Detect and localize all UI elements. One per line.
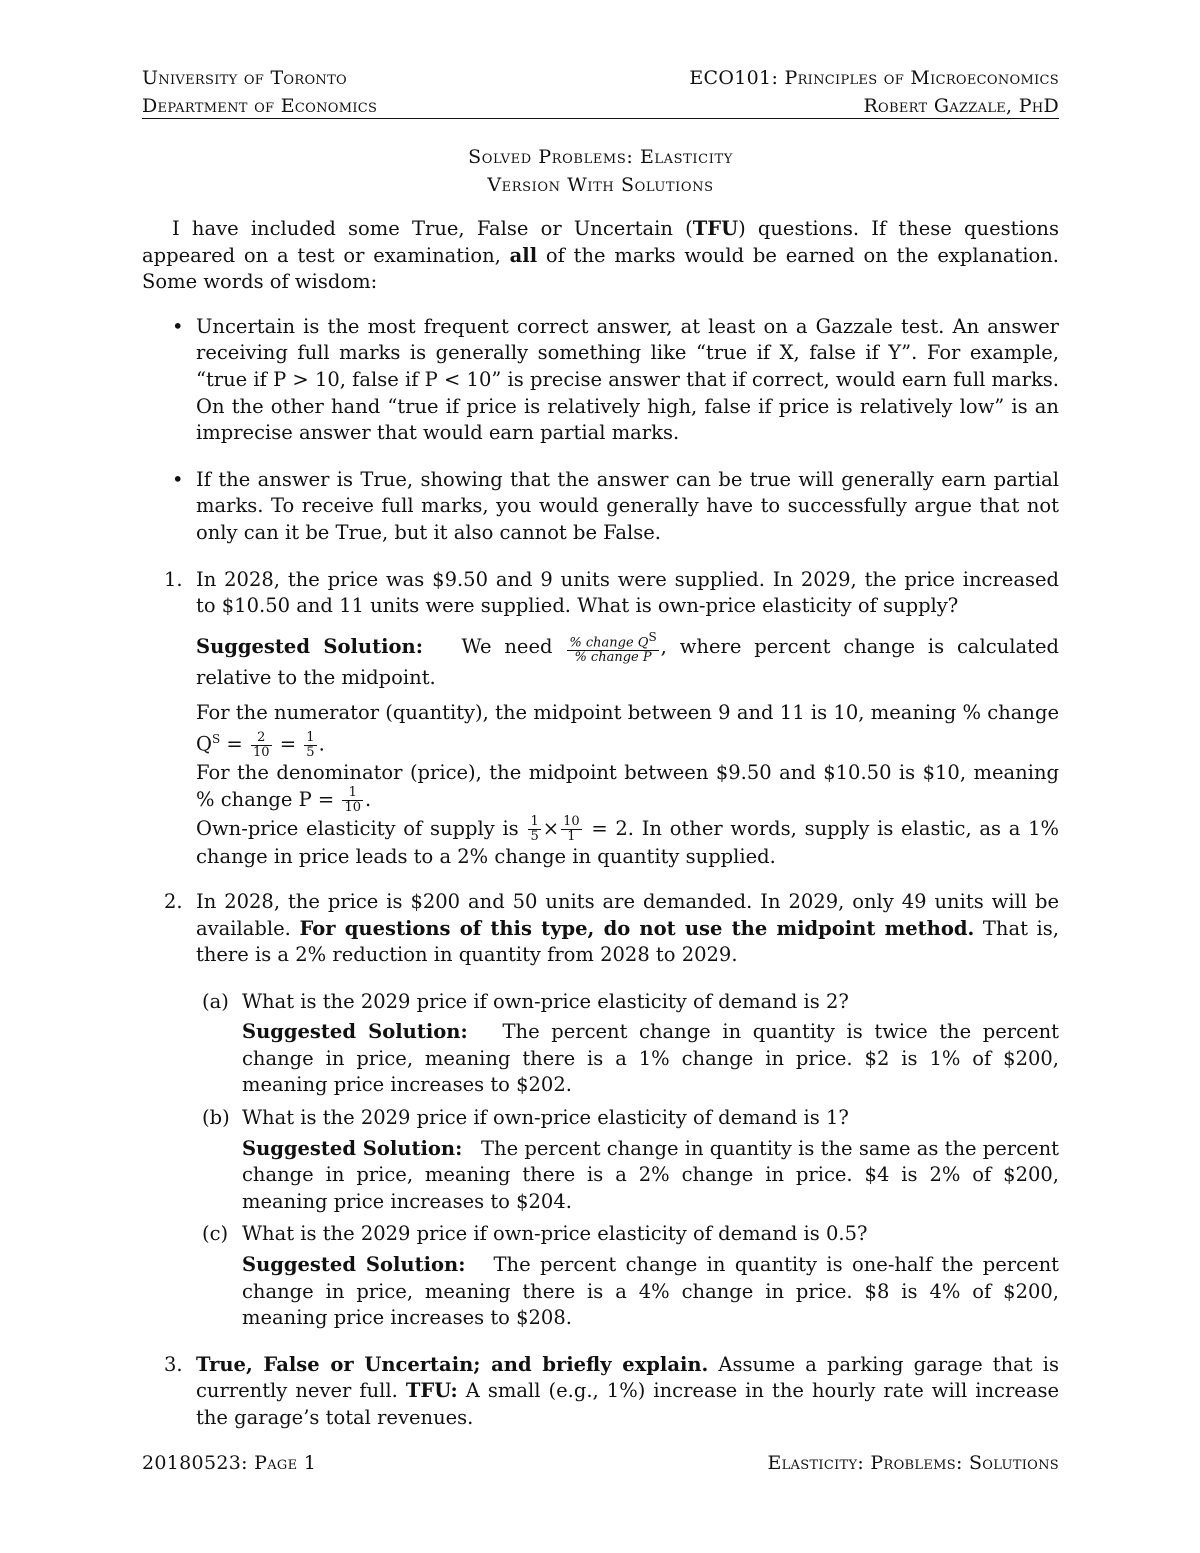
intro-tfu: TFU xyxy=(692,217,739,240)
elasticity-text: Own-price elasticity of supply is xyxy=(196,817,519,841)
fraction-pct-change xyxy=(567,630,658,665)
frac-num: 10 xyxy=(563,814,580,830)
denominator-line: For the denominator (price), the midpoint between $9.50 and $10.50 is $10, meaning % change P = $\frac{1}{10}$ . xyxy=(196,760,1059,816)
course-name: ECO101: Principles of Microeconomics xyxy=(689,67,1059,89)
question-2a-solution xyxy=(242,1019,1059,1099)
fraction-numerator: % change Q xyxy=(569,635,649,651)
frac-num: 2 xyxy=(251,731,272,746)
question-2c xyxy=(142,1221,1059,1331)
frac-num: 1 xyxy=(530,814,539,830)
question-2b-solution xyxy=(242,1136,1059,1216)
fraction-1-10 xyxy=(342,786,363,815)
question-2a xyxy=(142,989,1059,1099)
fraction-2-10 xyxy=(251,731,272,760)
solution-label: Suggested Solution: xyxy=(242,1020,468,1044)
frac-den: 5 xyxy=(306,744,315,760)
question-3-instruction: True, False or Uncertain; and briefly explain. xyxy=(196,1352,709,1376)
solution-text: We need xyxy=(461,634,553,658)
question-2-rest: That is, there is a 2% reduction in quantity from 2028 to 2029. xyxy=(196,916,1059,967)
numerator-eq: = xyxy=(220,732,243,756)
question-1-solution xyxy=(196,630,1059,692)
question-3-text-a: Assume a parking garage that is currently never full. xyxy=(196,1352,1059,1403)
solution-label: Suggested Solution: xyxy=(196,634,423,658)
question-3-text xyxy=(196,1352,1059,1432)
times-sign: × xyxy=(542,817,560,841)
page-header xyxy=(142,64,1059,120)
intro-text-3: of the marks would be earned on the explanation. Some words of wisdom: xyxy=(142,243,1059,294)
intro-paragraph xyxy=(142,216,1059,296)
intro-all: all xyxy=(509,243,538,267)
question-2c-solution xyxy=(242,1252,1059,1332)
bullet-icon: • xyxy=(172,467,184,491)
frac-den: 10 xyxy=(252,744,270,760)
solution-text-2: , where percent change is calculated relative to the midpoint. xyxy=(196,634,1059,690)
frac-den: 5 xyxy=(530,829,539,845)
frac-num: 1 xyxy=(306,729,315,745)
bullet-text-1: Uncertain is the most frequent correct answer, at least on a Gazzale test. An answer receiving full marks is generally something like “true if X, false if Y”. For example, “true if P > 10, false if P < 10” is precise answer that if correct, would earn full marks. On the other hand “true if price is relatively high, false if price is relatively low” is an imprecise answer that would earn partial marks. xyxy=(196,314,1059,445)
question-2a-label: (a) xyxy=(202,989,229,1013)
numerator-line: For the numerator (quantity), the midpoint between 9 and 11 is 10, meaning % change $Q^S$ = $\frac{2}{10}$ = $\frac{1}{5}$ . xyxy=(196,700,1059,760)
question-2c-text: What is the 2029 price if own-price elasticity of demand is 0.5? xyxy=(242,1222,868,1246)
university-name: University of Toronto xyxy=(142,67,348,89)
question-3-text-b: A small (e.g., 1%) increase in the hourly rate will increase the garage’s total revenues. xyxy=(196,1379,1059,1430)
fraction-10-1 xyxy=(561,815,582,844)
document-body xyxy=(142,216,1059,1432)
frac-num: 1 xyxy=(342,786,363,801)
footer-page-number: 20180523: Page 1 xyxy=(142,1452,317,1474)
bullet-text-2: If the answer is True, showing that the answer can be true will generally earn partial marks. To receive full marks, you would generally have to successfully argue that not only can it be True, but it also cannot be False. xyxy=(196,467,1059,544)
title-line-1: Solved Problems: Elasticity xyxy=(468,146,733,168)
fraction-1-5 xyxy=(304,731,316,760)
solution-label: Suggested Solution: xyxy=(242,1136,463,1160)
instructor-name: Robert Gazzale, PhD xyxy=(863,95,1059,117)
question-2 xyxy=(142,889,1059,969)
question-2b xyxy=(142,1105,1059,1215)
solution-text: The percent change in quantity is one-half the percent change in price, meaning there is a 4% change in price. $8 is 4% of $200, meaning price increases to $208. xyxy=(242,1253,1059,1330)
solution-text: The percent change in quantity is twice the percent change in price, meaning there is a 1% change in price. $2 is 1% of $200, meaning price increases to $202. xyxy=(242,1020,1059,1097)
question-2-text xyxy=(196,889,1059,969)
fraction-sup: S xyxy=(648,629,657,644)
question-2a-text: What is the 2029 price if own-price elasticity of demand is 2? xyxy=(242,989,849,1013)
question-3-tfu: TFU: xyxy=(405,1379,458,1403)
title-line-2: Version With Solutions xyxy=(487,174,714,196)
department-name: Department of Economics xyxy=(142,95,378,117)
bullet-item-1 xyxy=(142,314,1059,447)
question-2-prompt: In 2028, the price is $200 and 50 units are demanded. In 2029, only 49 units will be available. xyxy=(196,889,1059,940)
document-title xyxy=(142,143,1059,199)
question-2b-text: What is the 2029 price if own-price elasticity of demand is 1? xyxy=(242,1106,849,1130)
denominator-text: For the denominator (price), the midpoint between $9.50 and $10.50 is $10, meaning % change P = xyxy=(196,760,1059,812)
question-1 xyxy=(142,567,1059,871)
question-2-number: 2. xyxy=(164,889,183,913)
bullet-icon: • xyxy=(172,314,184,338)
header-rule xyxy=(142,118,1059,119)
question-3-number: 3. xyxy=(164,1352,183,1376)
question-2c-label: (c) xyxy=(202,1222,229,1246)
page-footer xyxy=(142,1452,1059,1474)
footer-title: Elasticity: Problems: Solutions xyxy=(767,1452,1059,1474)
question-2-instruction: For questions of this type, do not use the midpoint method. xyxy=(299,916,975,940)
solution-text: The percent change in quantity is the same as the percent change in price, meaning there is a 2% change in price. $4 is 2% of $200, meaning price increases to $204. xyxy=(242,1136,1059,1213)
elasticity-text-2: = 2. In other words, supply is elastic, as a 1% change in price leads to a 2% change in quantity supplied. xyxy=(196,817,1060,869)
frac-den: 10 xyxy=(344,800,362,816)
solution-label: Suggested Solution: xyxy=(242,1253,466,1277)
question-2b-label: (b) xyxy=(202,1106,230,1130)
question-3 xyxy=(142,1352,1059,1432)
intro-text-1: I have included some True, False or Uncertain ( xyxy=(172,217,693,240)
numerator-sup: S xyxy=(212,732,221,747)
elasticity-line xyxy=(196,815,1059,871)
bullet-item-2 xyxy=(142,467,1059,547)
fraction-denominator: % change P xyxy=(574,650,652,666)
intro-text-2: ) questions. If these questions appeared on a test or examination, xyxy=(142,217,1059,267)
fraction-1-5b xyxy=(528,815,540,844)
numerator-text: For the numerator (quantity), the midpoint between 9 and 11 is 10, meaning % change Q xyxy=(196,700,1059,756)
frac-den: 1 xyxy=(567,829,576,845)
question-1-text: In 2028, the price was $9.50 and 9 units were supplied. In 2029, the price increased to $10.50 and 11 units were supplied. What is own-price elasticity of supply? xyxy=(196,567,1059,618)
question-1-number: 1. xyxy=(164,567,183,591)
